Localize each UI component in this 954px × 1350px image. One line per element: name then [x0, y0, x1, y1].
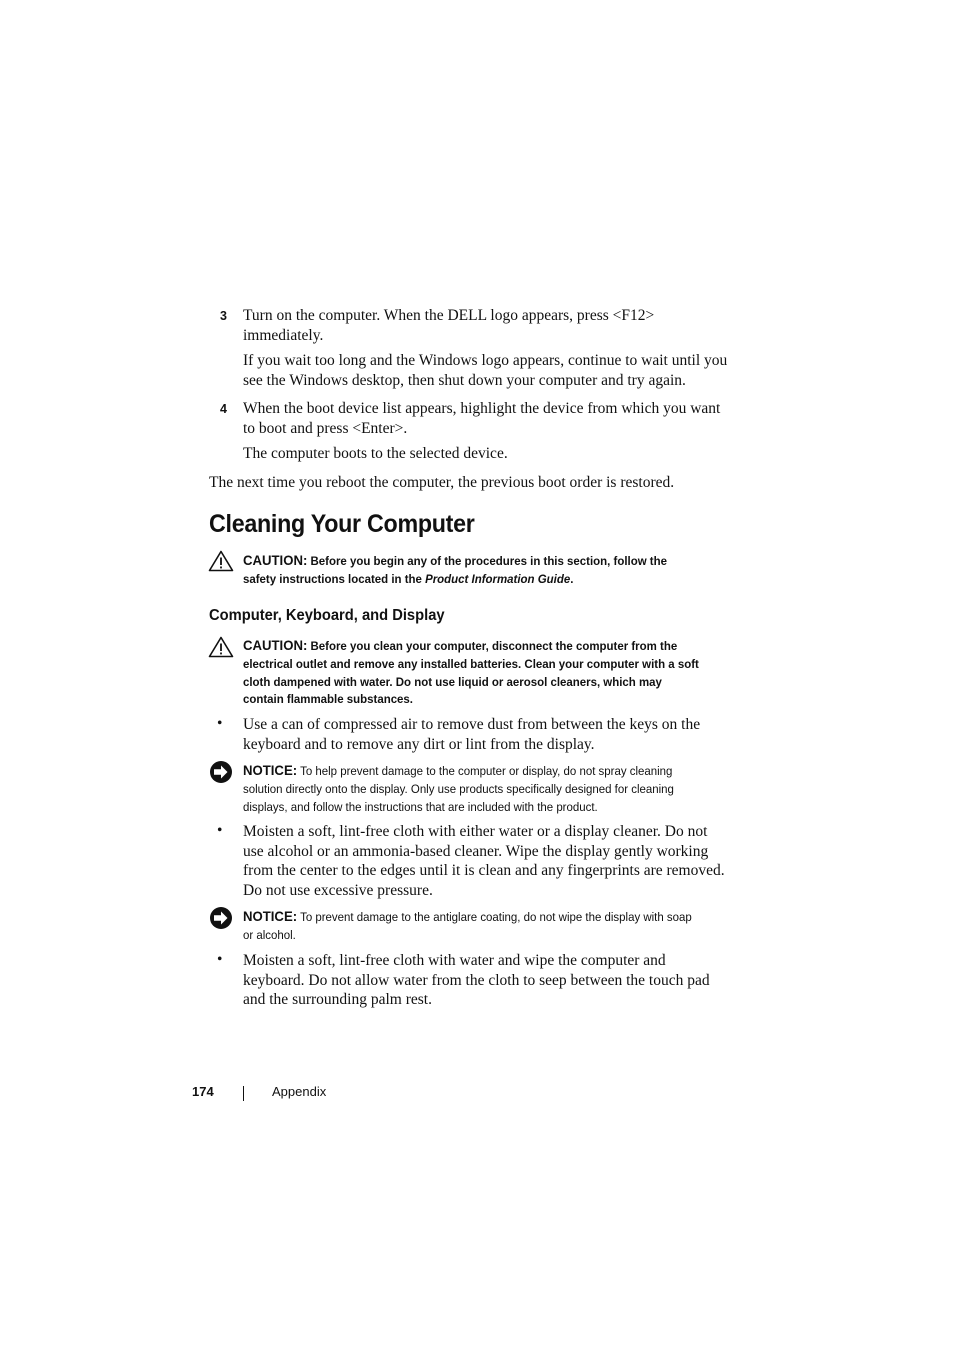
caution-text-end: . [570, 571, 574, 586]
notice-text: To help prevent damage to the computer or display, do not spray cleaning solution directly onto the display. Only use products specifically designed for cleaning displays, and follow the instructions that are included with the product. [243, 764, 674, 814]
step-text: When the boot device list appears, highlight the device from which you want to boot and press <Enter>. [243, 400, 721, 437]
bullet-marker: • [217, 822, 223, 839]
notice-text: To prevent damage to the antiglare coating, do not wipe the display with soap or alcohol. [243, 910, 692, 942]
bullet-marker: • [217, 715, 223, 732]
caution-text: Before you begin any of the procedures in this section, follow the safety instructions located in the [243, 554, 667, 586]
notice-arrow-icon [209, 906, 233, 930]
guide-title: Product Information Guide [425, 571, 571, 586]
caution-note [243, 552, 699, 589]
step-number: 4 [220, 402, 227, 416]
caution-label: CAUTION: [243, 637, 308, 653]
bullet-marker: • [217, 951, 223, 968]
caution-note [243, 637, 699, 709]
caution-label: CAUTION: [243, 552, 308, 568]
step-number: 3 [220, 309, 227, 323]
notice-label: NOTICE: [243, 762, 298, 778]
notice-label: NOTICE: [243, 908, 298, 924]
paragraph: The next time you reboot the computer, the previous boot order is restored. [209, 474, 675, 491]
caution-triangle-icon [208, 550, 234, 572]
caution-text: Before you clean your computer, disconnect the computer from the electrical outlet and remove any installed batteries. Clean your computer with a soft cloth dampened with water. Do not use liquid or aerosol cleaners, which may contain flammable substances. [243, 639, 699, 707]
step-subtext: The computer boots to the selected device. [243, 445, 508, 462]
list-item: Use a can of compressed air to remove dust from between the keys on the keyboard and to remove any dirt or lint from the display. [243, 716, 701, 753]
page-number: 174 [192, 1084, 214, 1099]
subsection-heading: Computer, Keyboard, and Display [209, 607, 445, 624]
footer-section: Appendix [272, 1084, 327, 1099]
list-item: Moisten a soft, lint-free cloth with either water or a display cleaner. Do not use alcohol or an ammonia-based cleaner. Wipe the display gently working from the center to the edges until it is clean and any fingerprints are removed. Do not use excessive pressure. [243, 823, 725, 899]
notice-arrow-icon [209, 760, 233, 784]
step-text: Turn on the computer. When the DELL logo appears, press <F12> immediately. [243, 307, 655, 344]
notice-note [243, 762, 699, 816]
list-item: Moisten a soft, lint-free cloth with water and wipe the computer and keyboard. Do not allow water from the cloth to seep between the touch pad and the surrounding palm rest. [243, 952, 710, 1008]
section-heading: Cleaning Your Computer [209, 510, 475, 538]
step-subtext: If you wait too long and the Windows logo appears, continue to wait until you see the Windows desktop, then shut down your computer and try again. [243, 352, 728, 389]
footer-divider [243, 1086, 244, 1101]
caution-triangle-icon [208, 636, 234, 658]
notice-note [243, 908, 699, 945]
